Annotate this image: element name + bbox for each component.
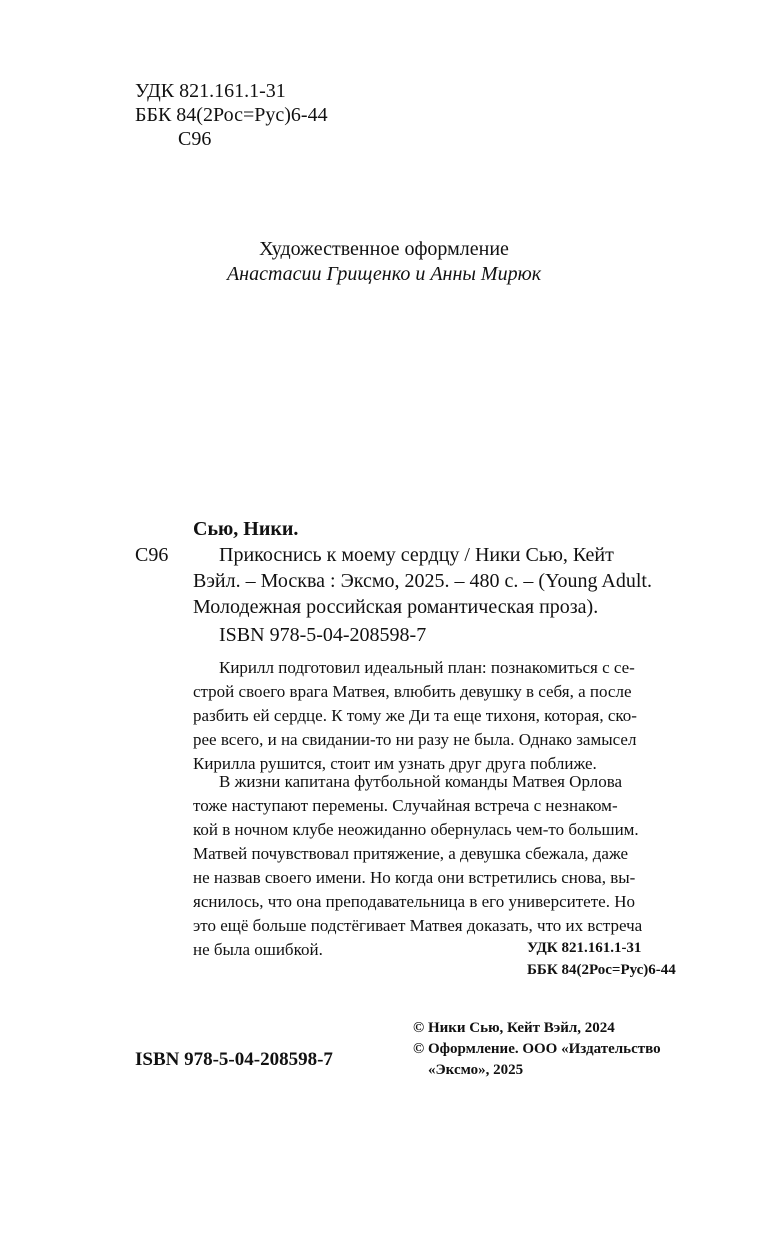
isbn-bottom: ISBN 978-5-04-208598-7 <box>135 1049 333 1070</box>
annotation-line: В жизни капитана футбольной команды Матвея Орлова <box>219 772 623 791</box>
annotation-line: Кирилл подготовил идеальный план: познакомиться с се- <box>219 658 635 677</box>
bbk-bottom: ББК 84(2Рос=Рус)6-44 <box>527 962 676 978</box>
annotation-line: Кирилла рушится, стоит им узнать друг друга поближе. <box>193 754 597 773</box>
author-code: С96 <box>135 544 169 566</box>
biblio-line-3: Молодежная российская романтическая проза). <box>193 596 599 618</box>
copyright-authors: © Ники Сью, Кейт Вэйл, 2024 <box>413 1020 615 1036</box>
isbn-record: ISBN 978-5-04-208598-7 <box>219 624 427 646</box>
annotation-line: разбить ей сердце. К тому же Ди та еще тихоня, которая, ско- <box>193 706 637 725</box>
annotation-line: не была ошибкой. <box>193 940 323 959</box>
annotation-line: рее всего, и на свидании-то ни разу не была. Однако замысел <box>193 730 637 749</box>
annotation-line: не назвав своего имени. Но когда они встретились снова, вы- <box>193 868 636 887</box>
annotation-line: кой в ночном клубе неожиданно обернулась чем-то большим. <box>193 820 639 839</box>
udk-bottom: УДК 821.161.1-31 <box>527 940 642 956</box>
biblio-line-2: Вэйл. – Москва : Эксмо, 2025. – 480 с. – (Young Adult. <box>193 570 652 592</box>
udk-top: УДК 821.161.1-31 <box>135 80 286 102</box>
annotation-line: тоже наступают перемены. Случайная встреча с незнаком- <box>193 796 618 815</box>
annotation-line: Матвей почувствовал притяжение, а девушка сбежала, даже <box>193 844 629 863</box>
design-credit-names: Анастасии Грищенко и Анны Мирюк <box>226 263 542 285</box>
annotation-line: это ещё больше подстёгивает Матвея доказать, что их встреча <box>193 916 643 935</box>
biblio-line-1: Прикоснись к моему сердцу / Ники Сью, Кейт <box>219 544 614 566</box>
annotation-paragraph-1 <box>193 656 637 776</box>
author-code-top: С96 <box>178 128 212 150</box>
bbk-top: ББК 84(2Рос=Рус)6-44 <box>135 104 328 126</box>
design-credit-title: Художественное оформление <box>259 238 509 260</box>
annotation-line: строй своего врага Матвея, влюбить девушку в себя, а после <box>193 682 632 701</box>
copyright-publisher: «Эксмо», 2025 <box>428 1062 524 1078</box>
annotation-line: яснилось, что она преподавательница в его университете. Но <box>193 892 635 911</box>
author-heading: Сью, Ники. <box>193 518 299 540</box>
copyright-design: © Оформление. ООО «Издательство <box>413 1041 661 1057</box>
annotation-paragraph-2 <box>193 770 642 962</box>
